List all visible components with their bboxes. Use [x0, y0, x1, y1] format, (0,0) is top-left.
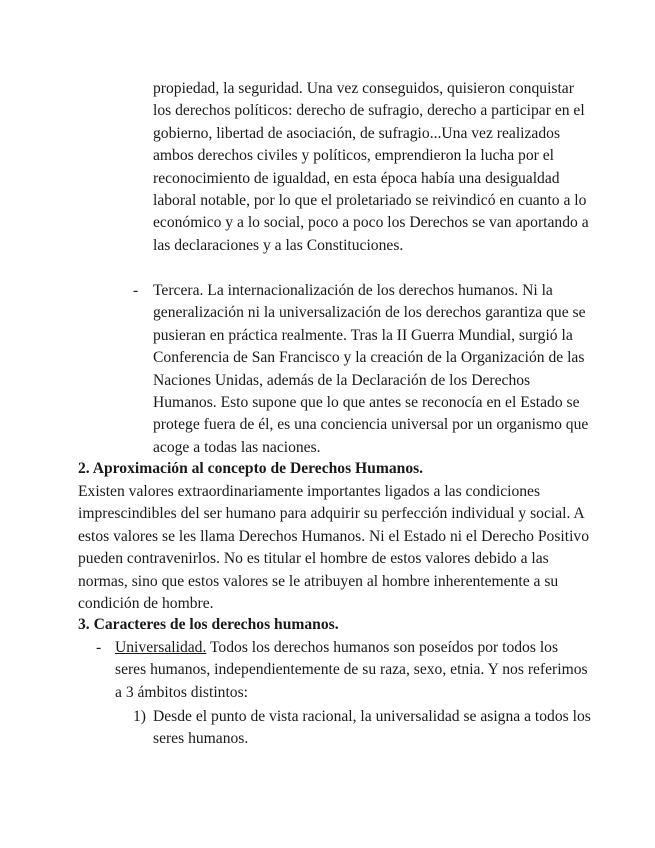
- bullet-tercera: Tercera. La internacionalización de los derechos humanos. Ni la generalización ni la universalización de los derechos garantiza que se pusieran en práctica realmente. Tras la II Guerra Mundial, surgió la Conferencia de San Francisco y la creación de la Organización de las Naciones Unidas, además de la Declaración de los Derechos Humanos. Esto supone que lo que antes se reconocía en el Estado se protege fuera de él, es una conciencia universal por un organismo que acoge a todas las naciones.: [153, 282, 589, 456]
- bullet-universalidad: [115, 637, 593, 704]
- paragraph-aproximacion: Existen valores extraordinariamente importantes ligados a las condiciones imprescindibles del ser humano para adquirir su perfección individual y social. A estos valores se les llama Derechos Humanos. Ni el Estado ni el Derecho Positivo pueden contravenirlos. No es titular el hombre de estos valores debido a las normas, sino que estos valores se le atribuyen al hombre inherentemente a su condición de hombre.: [78, 483, 590, 613]
- section-heading-2: 2. Aproximación al concepto de Derechos Humanos.: [78, 460, 424, 477]
- numbered-item-1: Desde el punto de vista racional, la universalidad se asigna a todos los seres humanos.: [153, 708, 591, 748]
- numbered-marker-1: 1): [133, 708, 146, 725]
- section-heading-3: 3. Caracteres de los derechos humanos.: [78, 616, 339, 633]
- bullet-marker-universalidad: -: [96, 639, 102, 656]
- bullet-marker: -: [133, 282, 139, 299]
- universalidad-label: Universalidad.: [115, 639, 207, 656]
- universalidad-text: Todos los derechos humanos son poseídos por todos los seres humanos, independientemente de su raza, sexo, etnia. Y nos referimos a 3 ámbitos distintos:: [115, 639, 588, 701]
- paragraph-continuation: propiedad, la seguridad. Una vez conseguidos, quisieron conquistar los derechos políticos: derecho de sufragio, derecho a participar en el gobierno, libertad de asociación, de sufragio...Una vez realizados ambos derechos civiles y políticos, emprendieron la lucha por el reconocimiento de igualdad, en esta época había una desigualdad laboral notable, por lo que el proletariado se reivindicó en cuanto a lo económico y a lo social, poco a poco los Derechos se van aportando a las declaraciones y a las Constituciones.: [153, 80, 589, 254]
